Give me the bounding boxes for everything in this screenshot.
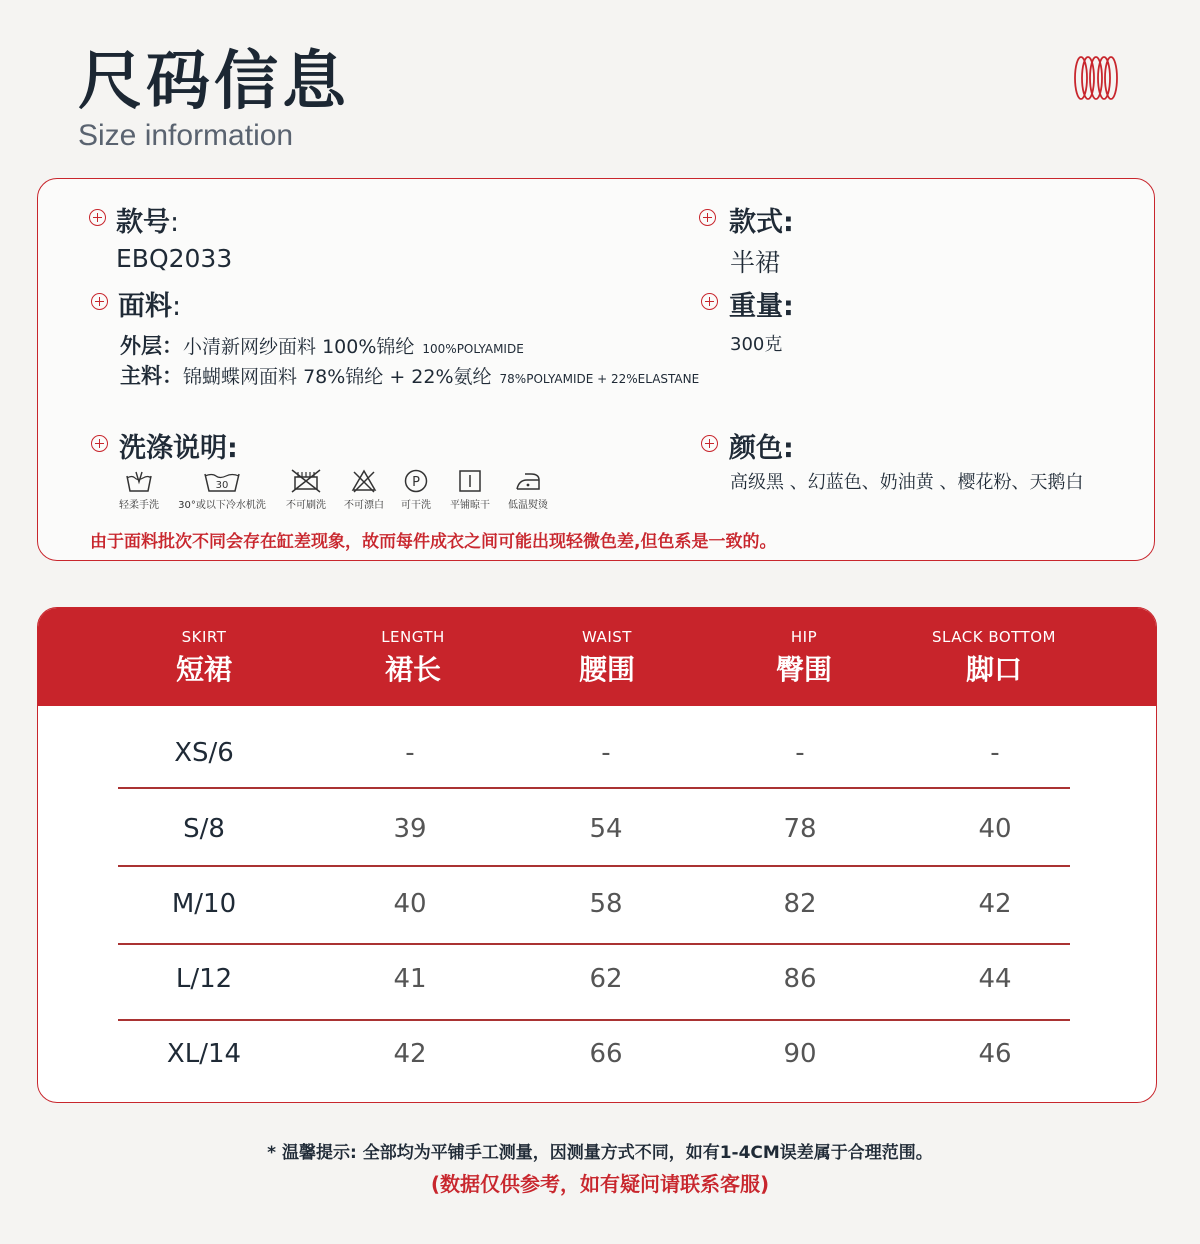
- table-cell: 78: [783, 814, 817, 844]
- page-title: 尺码信息: [78, 45, 350, 119]
- col-header-hip: HIP 臀围: [775, 628, 832, 686]
- gentle-hand-wash-icon: 轻柔手洗: [113, 468, 165, 511]
- table-cell: 62: [589, 964, 623, 994]
- color-label: 颜色:: [729, 433, 794, 464]
- col-header-skirt: SKIRT 短裙: [175, 628, 232, 686]
- row-divider: [118, 865, 1070, 867]
- table-cell: 86: [783, 964, 817, 994]
- row-divider: [118, 943, 1070, 945]
- table-cell: 41: [393, 964, 427, 994]
- weight-value: 300克: [730, 334, 783, 355]
- table-cell: 40: [978, 814, 1012, 844]
- plus-circle-icon: [701, 293, 718, 310]
- model-label: 款号:: [116, 207, 180, 238]
- style-value: 半裙: [730, 248, 781, 277]
- page-subtitle: Size information: [78, 119, 294, 152]
- size-label-cell: XS/6: [174, 738, 234, 768]
- plus-circle-icon: [699, 209, 716, 226]
- plus-circle-icon: [701, 435, 718, 452]
- outer-fabric: 外层：小清新网纱面料 100%锦纶 100%POLYAMIDE: [120, 334, 524, 358]
- size-label-cell: M/10: [171, 889, 237, 919]
- table-cell: -: [405, 738, 415, 768]
- size-label-cell: L/12: [175, 964, 233, 994]
- plus-circle-icon: [91, 293, 108, 310]
- table-cell: 54: [589, 814, 623, 844]
- table-cell: 42: [978, 889, 1012, 919]
- col-header-length: LENGTH 裙长: [381, 628, 445, 686]
- wash-label: 洗涤说明:: [119, 433, 238, 464]
- table-cell: 58: [589, 889, 623, 919]
- model-value: EBQ2033: [116, 244, 233, 273]
- row-divider: [118, 1019, 1070, 1021]
- svg-text:P: P: [412, 475, 420, 490]
- table-cell: 46: [978, 1039, 1012, 1069]
- plus-circle-icon: [91, 435, 108, 452]
- weight-label: 重量:: [729, 291, 794, 322]
- ring-stack-icon: [1070, 52, 1122, 104]
- machine-wash-30-icon: 30 30°或以下冷水机洗: [170, 468, 274, 511]
- flat-dry-shade-icon: 平铺晾干: [444, 468, 496, 511]
- color-value: 高级黑 、幻蓝色、奶油黄 、樱花粉、天鹅白: [730, 472, 1084, 493]
- row-divider: [118, 787, 1070, 789]
- table-cell: 40: [393, 889, 427, 919]
- table-cell: 66: [589, 1039, 623, 1069]
- size-label-cell: XL/14: [166, 1039, 242, 1069]
- table-cell: 39: [393, 814, 427, 844]
- color-difference-warning: 由于面料批次不同会存在缸差现象，故而每件成衣之间可能出现轻微色差,但色系是一致的。: [90, 532, 777, 552]
- measurement-tip: * 温馨提示: 全部均为平铺手工测量，因测量方式不同，如有1-4CM误差属于合理范围。: [267, 1143, 933, 1163]
- size-label-cell: S/8: [183, 814, 225, 844]
- size-table-header: [38, 608, 1156, 706]
- table-cell: -: [990, 738, 1000, 768]
- style-label: 款式:: [729, 207, 794, 238]
- dry-clean-p-icon: P 可干洗: [392, 468, 440, 511]
- table-cell: 42: [393, 1039, 427, 1069]
- low-iron-icon: 低温熨烫: [502, 468, 554, 511]
- size-table: [37, 607, 1157, 1103]
- no-bleach-icon: 不可漂白: [338, 468, 390, 511]
- col-header-slack-bottom: SLACK BOTTOM 脚口: [932, 628, 1056, 686]
- table-cell: -: [795, 738, 805, 768]
- fabric-label: 面料:: [118, 291, 182, 322]
- no-brush-icon: 不可刷洗: [280, 468, 332, 511]
- table-cell: 82: [783, 889, 817, 919]
- table-cell: 90: [783, 1039, 817, 1069]
- reference-note: (数据仅供参考，如有疑问请联系客服): [430, 1172, 770, 1196]
- table-cell: 44: [978, 964, 1012, 994]
- svg-text:30: 30: [215, 480, 229, 491]
- main-fabric: 主料：锦蝴蝶网面料 78%锦纶 + 22%氨纶 78%POLYAMIDE + 22%ELASTANE: [120, 364, 700, 388]
- plus-circle-icon: [89, 209, 106, 226]
- table-cell: -: [601, 738, 611, 768]
- col-header-waist: WAIST 腰围: [578, 628, 635, 686]
